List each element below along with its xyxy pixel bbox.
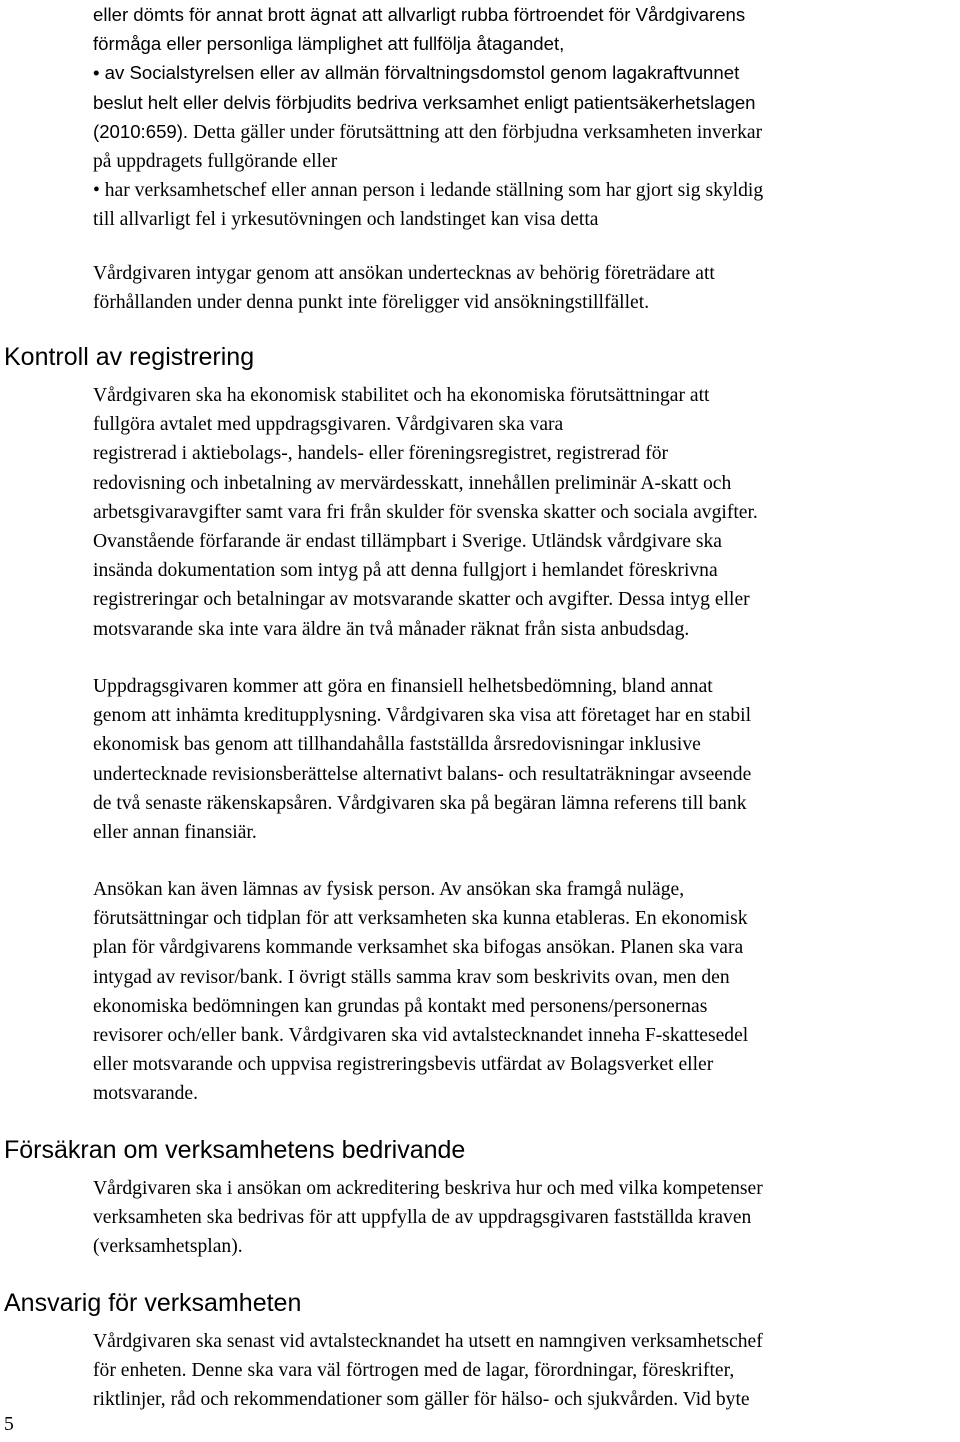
intro-paragraph	[93, 0, 959, 235]
kontroll-paragraph-2	[93, 672, 959, 847]
text-line: revisorer och/eller bank. Vårdgivaren ska vid avtalstecknandet inneha F-skattesedel	[93, 1025, 749, 1047]
text-line: fullgöra avtalet med uppdragsgivaren. Vårdgivaren ska vara	[93, 414, 564, 436]
ansvarig-paragraph	[93, 1327, 959, 1415]
text-line: beslut helt eller delvis förbjudits bedriva verksamhet enligt patientsäkerhetslagen	[93, 91, 756, 113]
text-fragment: Detta gäller under förutsättning att den förbjudna verksamheten inverkar	[188, 121, 763, 143]
text-fragment: (2010:659).	[93, 120, 189, 142]
text-line: Vårdgivaren ska i ansökan om ackreditering beskriva hur och med vilka kompetenser	[93, 1178, 763, 1199]
kontroll-paragraph-1	[93, 381, 959, 644]
forsakran-paragraph	[93, 1174, 959, 1262]
text-line: Ovanstående förfarande är endast tillämpbart i Sverige. Utländsk vårdgivare ska	[93, 531, 722, 553]
text-line: Vårdgivaren intygar genom att ansökan undertecknas av behörig företrädare att	[93, 263, 715, 284]
section-heading-forsakran: Försäkran om verksamhetens bedrivande	[4, 1136, 466, 1164]
text-line: för enheten. Denne ska vara väl förtrogen med de lagar, förordningar, föreskrifter,	[93, 1360, 735, 1382]
text-line: ekonomiska bedömningen kan grundas på kontakt med personens/personernas	[93, 995, 708, 1017]
text-line: Vårdgivaren ska senast vid avtalstecknandet ha utsett en namngiven verksamhetschef	[93, 1331, 763, 1352]
text-line: verksamheten ska bedrivas för att uppfylla de av uppdragsgivaren fastställda kraven	[93, 1207, 752, 1229]
text-line: eller dömts för annat brott ägnat att allvarligt rubba förtroendet för Vårdgivarens	[93, 4, 746, 25]
text-line: ekonomisk bas genom att tillhandahålla fastställda årsredovisningar inklusive	[93, 734, 701, 756]
text-line: förmåga eller personliga lämplighet att fullfölja åtagandet,	[93, 33, 565, 55]
text-line: motsvarande ska inte vara äldre än två månader räknat från sista anbudsdag.	[93, 618, 690, 640]
text-line: undertecknade revisionsberättelse alternativt balans- och resultaträkningar avseende	[93, 763, 752, 785]
text-line: förhållanden under denna punkt inte föreligger vid ansökningstillfället.	[93, 292, 650, 314]
text-line: Uppdragsgivaren kommer att göra en finansiell helhetsbedömning, bland annat	[93, 676, 713, 697]
section-heading-ansvarig: Ansvarig för verksamheten	[4, 1289, 302, 1317]
intyg-paragraph	[93, 259, 959, 317]
text-line: (verksamhetsplan).	[93, 1236, 243, 1258]
text-line: intygad av revisor/bank. I övrigt ställs samma krav som beskrivits ovan, men den	[93, 966, 730, 988]
text-line: arbetsgivaravgifter samt vara fri från skulder för svenska skatter och sociala avgifter.	[93, 501, 758, 523]
text-line: eller annan finansiär.	[93, 822, 257, 844]
text-line: motsvarande.	[93, 1083, 199, 1105]
text-line: insända dokumentation som intyg på att denna fullgjort i hemlandet föreskrivna	[93, 560, 718, 582]
text-line: eller motsvarande och uppvisa registreringsbevis utfärdat av Bolagsverket eller	[93, 1054, 714, 1076]
text-line: Vårdgivaren ska ha ekonomisk stabilitet och ha ekonomiska förutsättningar att	[93, 385, 710, 406]
page-number: 5	[4, 1414, 14, 1435]
text-line: Ansökan kan även lämnas av fysisk person. Av ansökan ska framgå nuläge,	[93, 879, 685, 900]
text-line	[93, 117, 959, 147]
text-line: plan för vårdgivarens kommande verksamhet ska bifogas ansökan. Planen ska vara	[93, 937, 744, 959]
text-line: registrerad i aktiebolags-, handels- eller föreningsregistret, registrerad för	[93, 443, 669, 465]
section-heading-kontroll: Kontroll av registrering	[4, 343, 255, 371]
text-line: genom att inhämta kreditupplysning. Vårdgivaren ska visa att företaget har en stabil	[93, 705, 752, 727]
text-line: till allvarligt fel i yrkesutövningen och landstinget kan visa detta	[93, 209, 599, 231]
text-line: riktlinjer, råd och rekommendationer som gäller för hälso- och sjukvården. Vid byte	[93, 1389, 750, 1411]
text-line: på uppdragets fullgörande eller	[93, 151, 338, 173]
kontroll-paragraph-3	[93, 875, 959, 1109]
text-line: registreringar och betalningar av motsvarande skatter och avgifter. Dessa intyg eller	[93, 589, 750, 611]
bullet-line: • har verksamhetschef eller annan person i ledande ställning som har gjort sig skyldig	[93, 180, 764, 202]
bullet-line: • av Socialstyrelsen eller av allmän förvaltningsdomstol genom lagakraftvunnet	[93, 62, 740, 84]
text-line: redovisning och inbetalning av mervärdesskatt, innehållen preliminär A-skatt och	[93, 472, 732, 494]
text-line: de två senaste räkenskapsåren. Vårdgivaren ska på begäran lämna referens till bank	[93, 792, 747, 814]
text-line: förutsättningar och tidplan för att verksamheten ska kunna etableras. En ekonomisk	[93, 908, 748, 930]
